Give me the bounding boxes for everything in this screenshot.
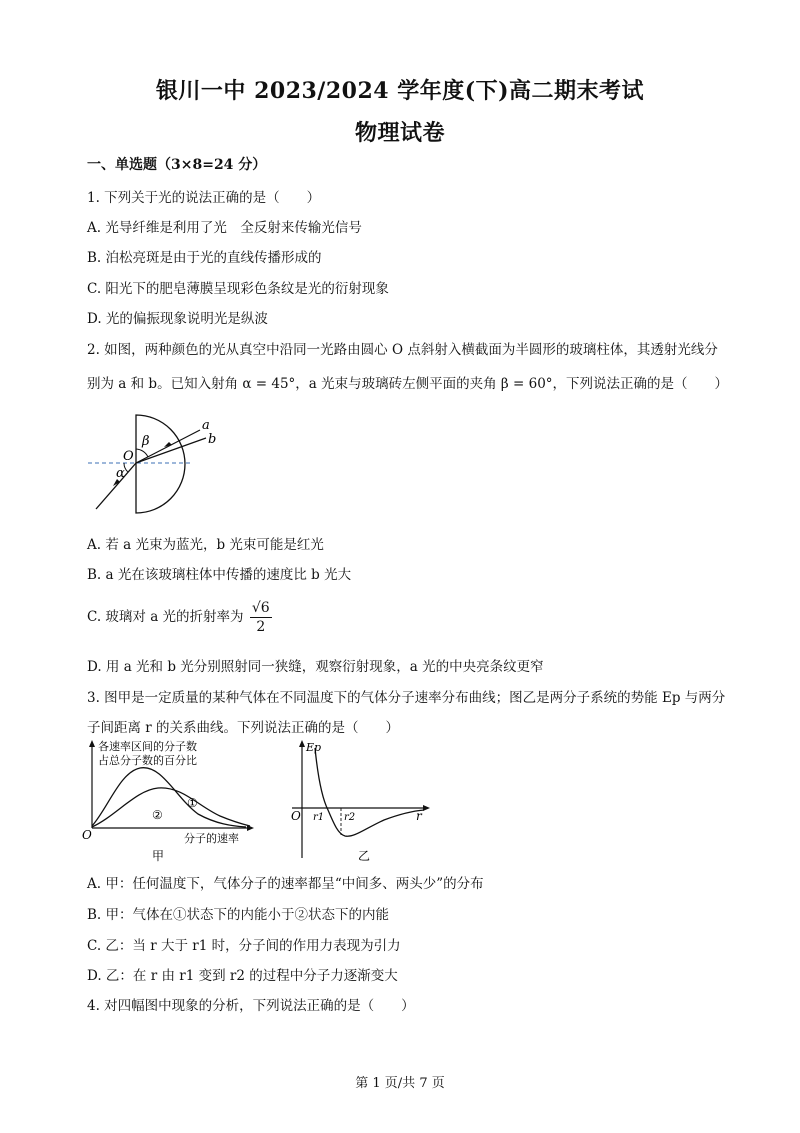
jia-curve-1 (92, 788, 250, 827)
section-heading: 一、单选题（3×8=24 分） (87, 157, 267, 173)
q2-stem-line1: 2. 如图，两种颜色的光从真空中沿同一光路由圆心 O 点斜射入横截面为半圆形的玻璃柱体，其透射光线分 (87, 342, 718, 358)
subject-title: 物理试卷 (354, 120, 445, 146)
q3-option-c: C. 乙：当 r 大于 r1 时，分子间的作用力表现为引力 (87, 938, 401, 954)
yi-ylabel: Ep (306, 741, 322, 754)
jia-curve-2 (92, 768, 246, 827)
jia-y-arrow (89, 740, 95, 747)
yi-xlabel: r (416, 809, 422, 823)
q3-option-a: A. 甲：任何温度下，气体分子的速率都呈“中间多、两头少”的分布 (87, 876, 484, 892)
q2-option-c-fraction (250, 600, 272, 635)
q2-stem-line2: 别为 a 和 b。已知入射角 α = 45°，a 光束与玻璃砖左侧平面的夹角 β = 60°，下列说法正确的是（ ） (87, 376, 729, 392)
yi-y-arrow (299, 740, 305, 747)
glass-semicircle (136, 415, 185, 513)
page-footer: 第 1 页/共 7 页 (355, 1076, 445, 1091)
jia-curve1-label: ① (187, 796, 198, 810)
q2-option-c (87, 600, 272, 635)
label-alpha: α (116, 466, 125, 481)
q1-option-c: C. 阳光下的肥皂薄膜呈现彩色条纹是光的衍射现象 (87, 281, 389, 297)
yi-origin: O (291, 809, 301, 823)
q1-stem: 1. 下列关于光的说法正确的是（ ） (87, 190, 321, 206)
exam-title: 银川一中 2023/2024 学年度(下)高二期末考试 (155, 78, 645, 104)
jia-caption: 甲 (152, 849, 165, 863)
label-a: a (202, 418, 210, 433)
jia-xlabel: 分子的速率 (184, 832, 239, 845)
yi-x-arrow (423, 805, 430, 811)
jia-curve2-label: ② (152, 808, 163, 822)
q1-option-d: D. 光的偏振现象说明光是纵波 (87, 311, 268, 327)
q2-option-b: B. a 光在该玻璃柱体中传播的速度比 b 光大 (87, 567, 352, 583)
jia-origin: O (82, 828, 92, 842)
yi-r2: r2 (344, 812, 356, 823)
q3-figure-jia (80, 738, 270, 866)
q1-option-b: B. 泊松亮斑是由于光的直线传播形成的 (87, 250, 322, 266)
fraction-denominator: 2 (256, 619, 266, 635)
yi-ep-curve (315, 748, 424, 836)
yi-r1: r1 (313, 812, 325, 823)
label-b: b (208, 432, 217, 447)
q3-option-b: B. 甲：气体在①状态下的内能小于②状态下的内能 (87, 907, 390, 923)
jia-ylabel-line1: 各速率区间的分子数 (98, 740, 197, 753)
beta-arc (136, 449, 148, 457)
jia-ylabel-line2: 占总分子数的百分比 (98, 754, 197, 767)
label-o: O (123, 449, 134, 464)
q3-option-d: D. 乙：在 r 由 r1 变到 r2 的过程中分子力逐渐变大 (87, 968, 398, 984)
q3-figure-yi (288, 738, 438, 866)
q2-option-d: D. 用 a 光和 b 光分别照射同一狭缝，观察衍射现象，a 光的中央亮条纹更窄 (87, 659, 544, 675)
q3-stem-line1: 3. 图甲是一定质量的某种气体在不同温度下的气体分子速率分布曲线；图乙是两分子系统的势能 Ep 与两分 (87, 690, 726, 706)
q2-option-c-text: C. 玻璃对 a 光的折射率为 (87, 609, 244, 625)
q2-figure (80, 405, 230, 523)
label-beta: β (142, 434, 150, 449)
q4-stem: 4. 对四幅图中现象的分析，下列说法正确的是（ ） (87, 998, 415, 1014)
q2-option-a: A. 若 a 光束为蓝光，b 光束可能是红光 (87, 537, 324, 553)
fraction-numerator: √6 (251, 600, 270, 616)
q3-stem-line2: 子间距离 r 的关系曲线。下列说法正确的是（ ） (87, 720, 400, 736)
q1-option-a: A. 光导纤维是利用了光 全反射来传输光信号 (87, 220, 362, 236)
yi-caption: 乙 (358, 849, 371, 863)
